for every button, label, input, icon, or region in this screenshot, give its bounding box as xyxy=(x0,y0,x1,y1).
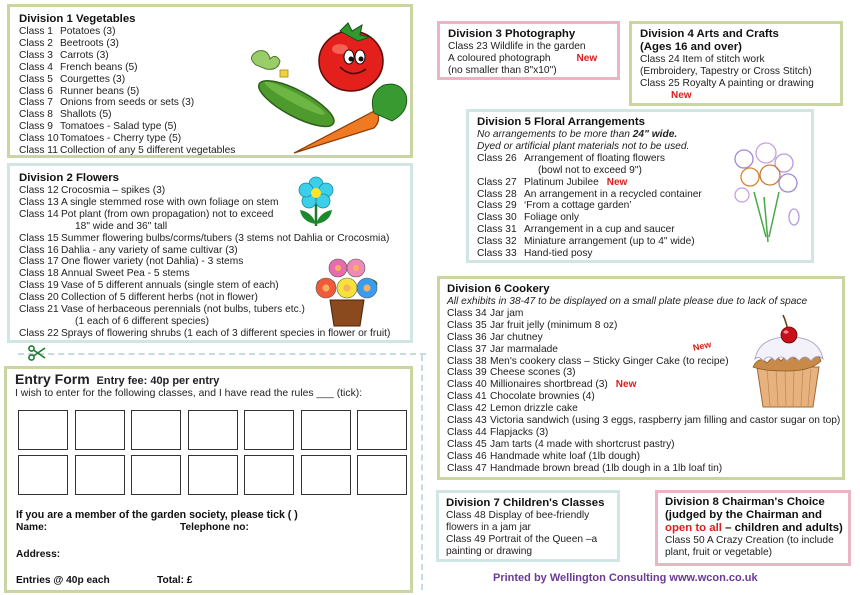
division-4-subtitle: (Ages 16 and over) xyxy=(640,41,742,53)
division-4-box xyxy=(629,21,843,106)
class-description: Tomatoes - Salad type (5) xyxy=(60,121,177,133)
class-description: Shallots (5) xyxy=(60,109,112,121)
division-5-note: No arrangements to be more than 24" wide. xyxy=(477,129,678,140)
class-description: Potatoes (3) xyxy=(60,26,116,37)
division-4-title: Division 4 Arts and Crafts xyxy=(640,28,779,40)
class-description: Beetroots (3) xyxy=(60,37,119,49)
class-description: French beans (5) xyxy=(60,61,138,73)
total-label[interactable]: Total: £ xyxy=(157,574,193,586)
division-6-box xyxy=(437,276,845,480)
class-entry-cell[interactable] xyxy=(357,455,407,495)
entries-label[interactable]: Entries @ 40p each xyxy=(16,574,110,586)
class-description: Vase of herbaceous perennials (not bulbs, tubers etc.) xyxy=(61,304,305,316)
cut-line-vertical xyxy=(421,355,423,590)
class-item xyxy=(447,427,835,439)
class-number: Class 3 xyxy=(19,49,53,61)
class-entry-cell[interactable] xyxy=(18,410,68,450)
class-number: Class 20 xyxy=(19,292,59,304)
class-number: Class 30 xyxy=(477,212,517,224)
class-description: Jam tarts (4 made with shortcrust pastry) xyxy=(490,438,675,450)
new-badge: New xyxy=(691,339,713,353)
class-number: Class 40 xyxy=(447,379,487,391)
division-6-title: Division 6 Cookery xyxy=(447,283,550,295)
class-description: Runner beans (5) xyxy=(60,85,140,97)
class-number: Class 42 xyxy=(447,403,487,415)
new-badge: New xyxy=(671,89,692,101)
scissors-icon xyxy=(28,345,46,361)
member-tick-line[interactable]: If you are a member of the garden society, please tick ( ) xyxy=(16,509,298,521)
class-entry-cell[interactable] xyxy=(75,455,125,495)
class-number: Class 5 xyxy=(19,73,53,85)
class-number: Class 13 xyxy=(19,196,59,208)
new-badge: New xyxy=(606,176,628,188)
class-description: Jar marmalade xyxy=(490,343,558,355)
class-number: Class 34 xyxy=(447,307,487,319)
class-item xyxy=(477,248,803,260)
division-7-line: flowers in a jam jar xyxy=(446,521,531,533)
class-number: Class 10 xyxy=(19,133,59,145)
class-number: Class 8 xyxy=(19,109,53,121)
class-entry-cell[interactable] xyxy=(301,455,351,495)
class-description: Crocosmia – spikes (3) xyxy=(61,185,166,196)
division-3-box xyxy=(437,21,620,80)
division-1-title: Division 1 Vegetables xyxy=(19,13,136,25)
class-item xyxy=(447,415,841,427)
class-description: Dahlia - any variety of same cultivar (3) xyxy=(61,244,238,256)
class-number: Class 12 xyxy=(19,185,59,196)
class-description: An arrangement in a recycled container xyxy=(524,188,702,200)
division-8-subtitle: (judged by the Chairman and xyxy=(665,509,822,521)
class-number: Class 46 xyxy=(447,450,487,462)
class-description: Men's cookery class – Sticky Ginger Cake (to recipe) xyxy=(490,355,729,367)
class-description: Carrots (3) xyxy=(60,49,109,61)
division-8-line: Class 50 A Crazy Creation (to include xyxy=(665,535,834,546)
class-description: Jar chutney xyxy=(490,331,543,343)
class-item xyxy=(19,233,402,245)
name-label[interactable]: Name: xyxy=(16,521,48,533)
class-description: Pot plant (from own propagation) not to exceed xyxy=(61,208,274,220)
class-number: Class 7 xyxy=(19,97,53,109)
class-number: Class 29 xyxy=(477,200,517,212)
class-description: Miniature arrangement (up to 4" wide) xyxy=(524,236,695,248)
class-number: Class 27 xyxy=(477,176,517,188)
division-1-box xyxy=(7,4,413,158)
class-item xyxy=(19,221,402,233)
class-description: Vase of 5 different annuals (single stem of each) xyxy=(61,280,279,292)
cut-line-horizontal xyxy=(18,353,426,355)
class-number: Class 9 xyxy=(19,121,53,133)
class-number: Class 18 xyxy=(19,268,59,280)
class-description: Tomatoes - Cherry type (5) xyxy=(60,133,182,145)
division-3-line: Class 23 Wildlife in the garden xyxy=(448,41,586,52)
class-entry-cell[interactable] xyxy=(244,455,294,495)
class-description: Flapjacks (3) xyxy=(490,426,549,438)
class-number: Class 21 xyxy=(19,304,59,316)
class-description: (bowl not to exceed 9") xyxy=(538,164,642,176)
class-description: (1 each of 6 different species) xyxy=(75,315,210,327)
class-number: Class 19 xyxy=(19,280,59,292)
class-description: Millionaires shortbread (3) xyxy=(490,379,608,391)
bouquet-illustration xyxy=(724,137,804,247)
entry-form-title: Entry Form xyxy=(15,371,90,387)
class-number: Class 35 xyxy=(447,319,487,331)
class-item xyxy=(19,209,402,221)
blue-flower-illustration xyxy=(295,176,337,228)
division-7-line: painting or drawing xyxy=(446,545,533,557)
class-number: Class 11 xyxy=(19,145,58,157)
class-number: Class 2 xyxy=(19,37,53,49)
division-4-line: Class 25 Royalty A painting or drawing xyxy=(640,77,814,89)
class-number: Class 33 xyxy=(477,248,517,260)
class-number: Class 16 xyxy=(19,244,59,256)
class-number: Class 37 xyxy=(447,343,487,355)
class-description: Courgettes (3) xyxy=(60,73,126,85)
division-5-title: Division 5 Floral Arrangements xyxy=(477,116,645,128)
class-description: 18" wide and 36" tall xyxy=(75,220,168,232)
cupcake-illustration xyxy=(743,309,833,409)
division-4-line: Class 24 Item of stitch work xyxy=(640,54,765,65)
new-badge: New xyxy=(576,52,598,64)
address-label[interactable]: Address: xyxy=(16,548,61,560)
new-badge: New xyxy=(615,379,637,391)
telephone-label[interactable]: Telephone no: xyxy=(180,521,249,533)
class-description: A single stemmed rose with own foliage on stem xyxy=(61,196,279,208)
class-entry-cell[interactable] xyxy=(188,410,238,450)
class-number: Class 31 xyxy=(477,224,517,236)
class-description: Chocolate brownies (4) xyxy=(490,391,595,403)
division-2-title: Division 2 Flowers xyxy=(19,172,120,184)
division-7-box xyxy=(436,490,620,562)
class-entry-cell[interactable] xyxy=(244,410,294,450)
class-number: Class 15 xyxy=(19,232,59,244)
division-8-line: plant, fruit or vegetable) xyxy=(665,546,773,558)
division-8-title: Division 8 Chairman's Choice xyxy=(665,496,825,508)
class-item xyxy=(19,185,402,197)
class-entry-cell[interactable] xyxy=(188,455,238,495)
division-7-line: Class 49 Portrait of the Queen –a xyxy=(446,533,598,545)
class-number: Class 38 xyxy=(447,355,487,367)
class-number: Class 28 xyxy=(477,188,517,200)
division-2-box xyxy=(7,163,413,343)
vegetables-illustration xyxy=(236,15,411,155)
division-8-box xyxy=(655,490,851,566)
class-entry-grid xyxy=(18,410,407,495)
class-number: Class 41 xyxy=(447,391,487,403)
class-description: One flower variety (not Dahlia) - 3 stems xyxy=(61,256,244,268)
class-description: Arrangement of floating flowers xyxy=(524,152,665,164)
class-description: Onions from seeds or sets (3) xyxy=(60,97,195,109)
class-item xyxy=(19,328,402,340)
class-number: Class 4 xyxy=(19,61,53,73)
flower-pot-illustration xyxy=(312,254,382,329)
class-description: ‘From a cottage garden’ xyxy=(524,200,632,212)
class-entry-cell[interactable] xyxy=(131,455,181,495)
class-description: Cheese scones (3) xyxy=(490,367,576,379)
class-description: Summer flowering bulbs/corms/tubers (3 stems not Dahlia or Crocosmia) xyxy=(61,232,390,244)
class-number: Class 14 xyxy=(19,208,59,220)
division-3-line: (no smaller than 8"x10") xyxy=(448,64,557,76)
class-description: Lemon drizzle cake xyxy=(490,403,578,415)
class-item xyxy=(447,451,835,463)
division-7-line: Class 48 Display of bee-friendly xyxy=(446,510,590,521)
class-description: Annual Sweet Pea - 5 stems xyxy=(61,268,190,280)
division-3-line: A coloured photograph New xyxy=(448,52,598,64)
class-entry-cell[interactable] xyxy=(18,455,68,495)
class-item xyxy=(447,463,835,475)
class-description: Handmade brown bread (1lb dough in a 1lb loaf tin) xyxy=(490,462,723,474)
printed-by-footer: Printed by Wellington Consulting www.wcon.co.uk xyxy=(493,572,758,584)
entry-form-box xyxy=(4,366,413,593)
class-number: Class 45 xyxy=(447,438,487,450)
class-description: Arrangement in a cup and saucer xyxy=(524,224,675,236)
class-description: Jar jam xyxy=(490,307,524,319)
class-entry-cell[interactable] xyxy=(357,410,407,450)
division-8-subtitle: open to all – children and adults) xyxy=(665,522,843,534)
class-number: Class 1 xyxy=(19,26,53,37)
class-number: Class 44 xyxy=(447,426,487,438)
open-to-all-highlight: open to all xyxy=(665,522,722,534)
class-number: Class 39 xyxy=(447,367,487,379)
division-7-title: Division 7 Children's Classes xyxy=(446,497,605,509)
entry-fee: Entry fee: 40p per entry xyxy=(96,375,220,387)
division-6-note: All exhibits in 38-47 to be displayed on a small plate please due to lack of space xyxy=(447,296,808,307)
class-number: Class 6 xyxy=(19,85,53,97)
class-description: Collection of any 5 different vegetables xyxy=(60,145,236,157)
class-entry-cell[interactable] xyxy=(75,410,125,450)
class-description: Foliage only xyxy=(524,212,579,224)
division-5-box xyxy=(466,109,814,263)
class-number: Class 26 xyxy=(477,152,517,164)
class-item xyxy=(19,197,402,209)
class-number: Class 17 xyxy=(19,256,59,268)
class-description: Jar fruit jelly (minimum 8 oz) xyxy=(490,319,618,331)
entry-instruction: I wish to enter for the following classes, and I have read the rules ___ (tick): xyxy=(15,387,363,399)
class-number: Class 22 xyxy=(19,327,59,339)
division-3-title: Division 3 Photography xyxy=(448,28,576,40)
class-description: Handmade white loaf (1lb dough) xyxy=(490,450,641,462)
class-description: Collection of 5 different herbs (not in flower) xyxy=(61,292,258,304)
class-entry-cell[interactable] xyxy=(131,410,181,450)
class-number: Class 43 xyxy=(447,415,487,427)
class-number: Class 47 xyxy=(447,462,487,474)
class-description: Hand-tied posy xyxy=(524,248,593,260)
class-entry-cell[interactable] xyxy=(301,410,351,450)
class-number: Class 36 xyxy=(447,331,487,343)
division-4-line: (Embroidery, Tapestry or Cross Stitch) xyxy=(640,65,812,77)
class-number: Class 32 xyxy=(477,236,517,248)
class-description: Sprays of flowering shrubs (1 each of 3 different species in flower or fruit) xyxy=(61,327,391,339)
class-description: Platinum Jubilee xyxy=(524,176,599,188)
division-5-note: Dyed or artificial plant materials not to be used. xyxy=(477,140,690,152)
class-item xyxy=(447,439,835,451)
class-description: Victoria sandwich (using 3 eggs, raspberry jam filling and castor sugar on top) xyxy=(490,415,841,427)
